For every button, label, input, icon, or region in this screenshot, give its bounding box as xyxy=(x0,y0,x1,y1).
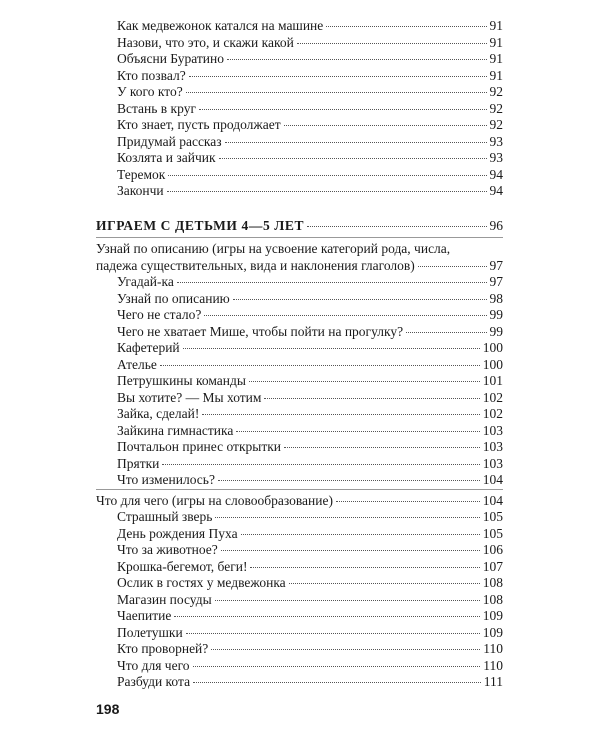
dot-leader xyxy=(227,59,487,60)
dot-leader xyxy=(236,431,479,432)
entry-title: Вы хотите? — Мы хотим xyxy=(117,389,262,405)
entry-title: Ослик в гостях у медвежонка xyxy=(117,575,286,590)
entry-page: 103 xyxy=(482,455,503,471)
entry-page: 110 xyxy=(483,657,503,673)
entry-title: Петрушкины команды xyxy=(117,373,246,388)
entry-title: Объясни Буратино xyxy=(117,51,224,66)
entry-page: 98 xyxy=(489,290,503,306)
dot-leader xyxy=(162,464,479,465)
entry-title: Что изменилось? xyxy=(117,472,215,487)
entry-title: Кто знает, пусть продолжает xyxy=(117,117,281,132)
entry-title: Козлята и зайчик xyxy=(117,150,216,165)
entry-title: Кто позвал? xyxy=(117,67,186,83)
dot-leader xyxy=(218,480,480,481)
toc-section-entry[interactable] xyxy=(96,492,503,509)
entry-page: 100 xyxy=(482,340,503,355)
dot-leader xyxy=(199,109,487,110)
toc-entry[interactable] xyxy=(117,591,503,608)
entry-page: 108 xyxy=(482,575,503,590)
toc-entry[interactable] xyxy=(117,405,503,422)
toc-entry[interactable] xyxy=(117,149,503,166)
entry-title: День рождения Пуха xyxy=(117,525,238,541)
section-title-line1: Узнай по описанию (игры на усвоение категорий рода, числа, xyxy=(96,241,451,256)
toc-entry[interactable] xyxy=(117,455,503,472)
dot-leader xyxy=(233,299,487,300)
dot-leader xyxy=(215,517,479,518)
entry-page: 102 xyxy=(482,406,503,421)
toc-entry[interactable] xyxy=(117,50,503,67)
toc-entry[interactable] xyxy=(117,372,503,389)
toc-entry[interactable] xyxy=(117,673,503,690)
dot-leader xyxy=(183,348,480,349)
dot-leader xyxy=(241,534,480,535)
toc-entry[interactable] xyxy=(117,525,503,542)
dot-leader xyxy=(297,43,487,44)
toc-entry[interactable] xyxy=(117,438,503,455)
entry-page: 101 xyxy=(482,373,503,388)
entry-title: Чего не стало? xyxy=(117,307,202,322)
dot-leader xyxy=(249,381,480,382)
entry-page: 103 xyxy=(482,422,503,438)
dot-leader xyxy=(336,501,480,502)
entry-title: Почтальон принес открытки xyxy=(117,439,282,454)
toc-entry[interactable] xyxy=(117,339,503,356)
toc-section-entry[interactable] xyxy=(96,257,503,274)
entry-title: Что для чего xyxy=(117,657,190,673)
toc-entry[interactable] xyxy=(117,624,503,641)
entry-page: 97 xyxy=(489,257,503,273)
toc-entry[interactable] xyxy=(117,323,503,340)
dot-leader xyxy=(204,315,486,316)
entry-page: 109 xyxy=(482,608,503,623)
dot-leader xyxy=(211,649,480,650)
entry-page: 91 xyxy=(489,18,503,33)
entry-title: Что за животное? xyxy=(117,542,218,557)
dot-leader xyxy=(250,567,479,568)
toc-entry[interactable] xyxy=(117,607,503,624)
toc-entry[interactable] xyxy=(117,306,503,323)
entry-page: 105 xyxy=(482,509,503,524)
dot-leader xyxy=(193,682,481,683)
entry-page: 97 xyxy=(489,274,503,289)
dot-leader xyxy=(418,266,487,267)
toc-entry[interactable] xyxy=(117,508,503,525)
toc-entry[interactable] xyxy=(117,166,503,183)
dot-leader xyxy=(174,616,479,617)
dot-leader xyxy=(193,666,481,667)
entry-title: У кого кто? xyxy=(117,84,183,99)
dot-leader xyxy=(284,125,487,126)
entry-title: Кафетерий xyxy=(117,340,180,355)
toc-entry[interactable] xyxy=(117,17,503,34)
dot-leader xyxy=(221,550,480,551)
entry-page: 93 xyxy=(489,150,503,165)
entry-title: Чего не хватает Мише, чтобы пойти на прогулку? xyxy=(117,323,404,339)
dot-leader xyxy=(289,583,480,584)
entry-title: Назови, что это, и скажи какой xyxy=(117,34,294,50)
toc-entry[interactable] xyxy=(117,182,503,199)
entry-page: 91 xyxy=(489,51,503,66)
dot-leader xyxy=(284,447,480,448)
entry-page: 99 xyxy=(489,323,503,339)
dot-leader xyxy=(177,282,487,283)
entry-page: 104 xyxy=(482,472,503,487)
entry-page: 96 xyxy=(489,217,503,233)
entry-title: Закончи xyxy=(117,183,164,198)
toc-entry[interactable] xyxy=(117,422,503,439)
dot-leader xyxy=(167,191,487,192)
section-title-line2: падежа существительных, вида и наклонения глаголов) xyxy=(96,257,415,273)
toc-entry[interactable] xyxy=(117,356,503,373)
entry-page: 111 xyxy=(483,674,503,689)
dot-leader xyxy=(326,26,486,27)
entry-page: 92 xyxy=(489,84,503,99)
section-title: Что для чего (игры на словообразование) xyxy=(96,492,333,508)
entry-page: 108 xyxy=(482,591,503,607)
toc-entry[interactable] xyxy=(117,574,503,591)
toc-entry[interactable] xyxy=(117,389,503,406)
dot-leader xyxy=(225,142,487,143)
dot-leader xyxy=(307,226,486,227)
entry-page: 103 xyxy=(482,439,503,454)
entry-title: Зайка, сделай! xyxy=(117,406,200,421)
entry-title: Крошка-бегемот, беги! xyxy=(117,558,248,574)
entry-page: 104 xyxy=(482,492,503,508)
entry-page: 91 xyxy=(489,34,503,50)
entry-page: 102 xyxy=(482,389,503,405)
entry-title: Полетушки xyxy=(117,624,183,640)
entry-page: 107 xyxy=(482,558,503,574)
toc-entry[interactable] xyxy=(117,116,503,133)
toc-heading-entry[interactable] xyxy=(96,217,503,234)
toc-entry[interactable] xyxy=(117,471,503,488)
entry-page: 91 xyxy=(489,67,503,83)
dot-leader xyxy=(215,600,480,601)
entry-title: Теремок xyxy=(117,166,166,182)
toc-entry[interactable] xyxy=(117,100,503,117)
entry-title: Как медвежонок катался на машине xyxy=(117,18,324,33)
entry-page: 93 xyxy=(489,133,503,149)
entry-page: 110 xyxy=(483,641,503,656)
toc-entry[interactable] xyxy=(117,34,503,51)
entry-page: 100 xyxy=(482,356,503,372)
dot-leader xyxy=(219,158,487,159)
page-number: 198 xyxy=(96,701,120,717)
dot-leader xyxy=(189,76,487,77)
entry-title: Угадай-ка xyxy=(117,274,174,289)
toc-entry[interactable] xyxy=(117,657,503,674)
toc-entry[interactable] xyxy=(117,67,503,84)
dot-leader xyxy=(264,398,479,399)
toc-entry[interactable] xyxy=(117,133,503,150)
dot-leader xyxy=(186,92,487,93)
entry-title: Придумай рассказ xyxy=(117,133,222,149)
entry-page: 92 xyxy=(489,117,503,132)
dot-leader xyxy=(406,332,486,333)
toc-entry[interactable] xyxy=(117,640,503,657)
entry-page: 92 xyxy=(489,100,503,116)
entry-title: Прятки xyxy=(117,455,160,471)
entry-title: Кто проворней? xyxy=(117,641,209,656)
entry-title: Разбуди кота xyxy=(117,674,191,689)
dot-leader xyxy=(186,633,480,634)
dot-leader xyxy=(202,414,479,415)
section-heading: ИГРАЕМ С ДЕТЬМИ 4—5 ЛЕТ xyxy=(96,217,305,233)
toc-entry[interactable] xyxy=(117,273,503,290)
entry-page: 109 xyxy=(482,624,503,640)
entry-page: 94 xyxy=(489,183,503,198)
toc-entry[interactable] xyxy=(117,558,503,575)
entry-page: 105 xyxy=(482,525,503,541)
entry-title: Страшный зверь xyxy=(117,509,213,524)
dot-leader xyxy=(168,175,486,176)
entry-title: Ателье xyxy=(117,356,157,372)
entry-page: 99 xyxy=(489,307,503,322)
entry-title: Чаепитие xyxy=(117,608,172,623)
toc-entry[interactable] xyxy=(117,541,503,558)
entry-page: 94 xyxy=(489,166,503,182)
toc-entry[interactable] xyxy=(117,290,503,307)
divider xyxy=(96,489,503,490)
entry-title: Встань в круг xyxy=(117,100,196,116)
dot-leader xyxy=(160,365,480,366)
divider xyxy=(96,237,503,238)
toc-entry[interactable] xyxy=(117,83,503,100)
entry-title: Магазин посуды xyxy=(117,591,212,607)
entry-title: Узнай по описанию xyxy=(117,290,230,306)
entry-title: Зайкина гимнастика xyxy=(117,422,234,438)
entry-page: 106 xyxy=(482,542,503,557)
